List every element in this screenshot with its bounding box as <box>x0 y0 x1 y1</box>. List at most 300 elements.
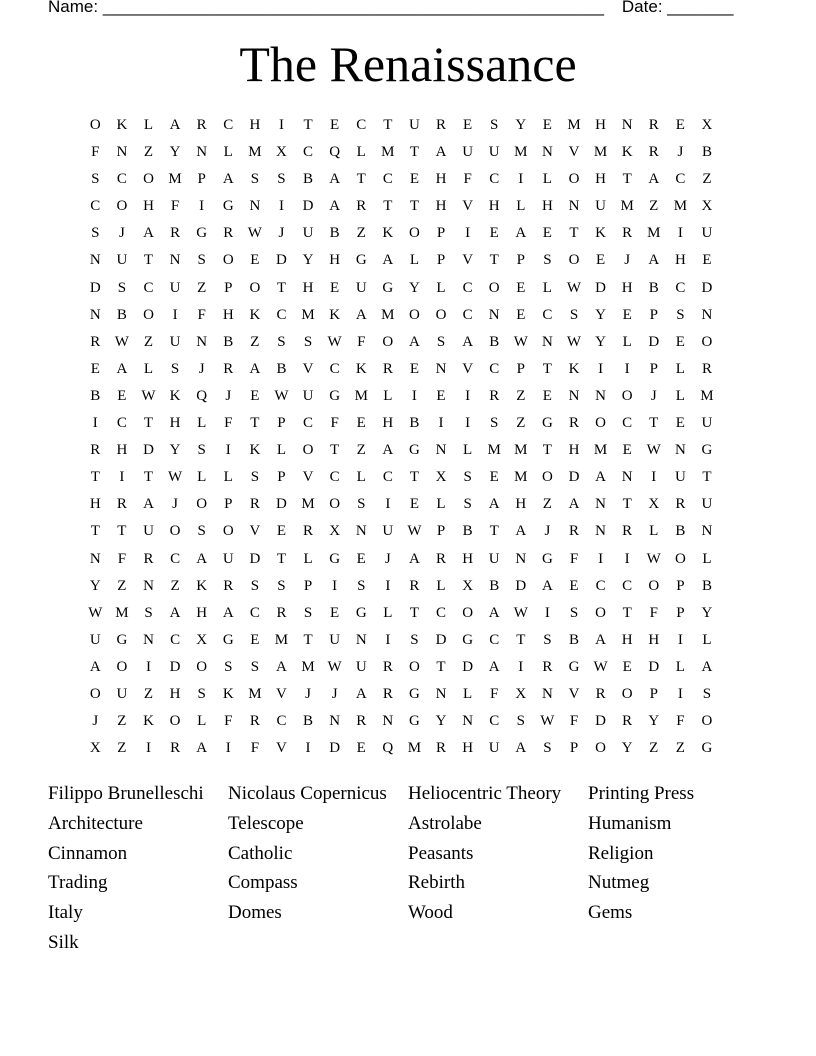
grid-letter[interactable]: T <box>303 117 313 133</box>
grid-letter[interactable]: O <box>462 604 474 621</box>
grid-letter[interactable]: A <box>488 658 500 675</box>
grid-letter[interactable]: C <box>595 577 606 594</box>
grid-letter[interactable]: E <box>622 658 632 675</box>
grid-letter[interactable]: P <box>676 577 685 594</box>
grid-letter[interactable]: R <box>701 360 712 377</box>
grid-letter[interactable]: A <box>169 117 181 133</box>
grid-letter[interactable]: B <box>568 631 579 648</box>
grid-letter[interactable]: W <box>513 604 528 621</box>
grid-letter[interactable]: I <box>225 740 231 757</box>
grid-letter[interactable]: I <box>199 198 205 215</box>
grid-letter[interactable]: V <box>462 198 474 215</box>
grid-letter[interactable]: T <box>383 198 393 215</box>
grid-letter[interactable]: J <box>331 685 338 702</box>
grid-letter[interactable]: R <box>303 523 314 540</box>
grid-letter[interactable]: O <box>595 604 606 621</box>
grid-letter[interactable]: A <box>488 496 500 513</box>
grid-letter[interactable]: O <box>302 442 314 459</box>
grid-letter[interactable]: H <box>568 442 580 459</box>
grid-letter[interactable]: H <box>515 496 527 513</box>
grid-letter[interactable]: J <box>118 225 125 242</box>
grid-letter[interactable]: G <box>701 442 713 459</box>
grid-letter[interactable]: N <box>249 198 261 215</box>
grid-letter[interactable]: O <box>595 415 606 432</box>
grid-letter[interactable]: A <box>648 252 660 269</box>
grid-letter[interactable]: F <box>170 198 180 215</box>
grid-letter[interactable]: F <box>676 713 685 730</box>
grid-letter[interactable]: G <box>329 550 341 567</box>
grid-letter[interactable]: S <box>569 604 579 621</box>
grid-letter[interactable]: O <box>541 469 553 486</box>
grid-letter[interactable]: P <box>649 360 658 377</box>
grid-letter[interactable]: J <box>92 713 99 730</box>
grid-letter[interactable]: S <box>357 577 366 594</box>
grid-letter[interactable]: Y <box>595 306 606 323</box>
grid-letter[interactable]: A <box>196 740 208 757</box>
grid-letter[interactable]: Y <box>648 713 660 730</box>
grid-letter[interactable]: E <box>516 279 526 296</box>
grid-letter[interactable]: N <box>462 713 474 730</box>
grid-letter[interactable]: N <box>595 387 606 404</box>
grid-letter[interactable]: R <box>249 713 260 730</box>
grid-letter[interactable]: A <box>382 252 394 269</box>
grid-letter[interactable]: G <box>701 740 713 757</box>
grid-letter[interactable]: J <box>544 523 551 540</box>
grid-letter[interactable]: F <box>117 550 127 567</box>
grid-letter[interactable]: S <box>197 442 206 459</box>
grid-letter[interactable]: L <box>542 279 552 296</box>
grid-letter[interactable]: C <box>462 279 473 296</box>
grid-letter[interactable]: H <box>169 685 181 702</box>
grid-letter[interactable]: R <box>170 740 181 757</box>
grid-letter[interactable]: M <box>593 442 608 459</box>
grid-letter[interactable]: W <box>646 550 661 567</box>
grid-letter[interactable]: R <box>223 360 234 377</box>
grid-letter[interactable]: W <box>566 279 582 296</box>
grid-letter[interactable]: E <box>90 360 100 377</box>
grid-letter[interactable]: C <box>489 713 500 730</box>
grid-letter[interactable]: Y <box>302 252 314 269</box>
grid-letter[interactable]: D <box>595 279 606 296</box>
grid-letter[interactable]: E <box>542 387 552 404</box>
grid-letter[interactable]: H <box>595 117 606 133</box>
grid-letter[interactable]: R <box>382 685 393 702</box>
grid-letter[interactable]: T <box>383 117 393 133</box>
grid-letter[interactable]: N <box>541 333 553 350</box>
grid-letter[interactable]: N <box>701 306 713 323</box>
grid-letter[interactable]: C <box>303 144 314 161</box>
grid-letter[interactable]: I <box>624 360 630 377</box>
grid-letter[interactable]: C <box>276 713 287 730</box>
grid-letter[interactable]: A <box>249 360 261 377</box>
grid-letter[interactable]: M <box>381 144 395 161</box>
grid-letter[interactable]: Z <box>356 225 366 242</box>
grid-letter[interactable]: E <box>595 252 606 269</box>
grid-letter[interactable]: R <box>648 117 659 133</box>
grid-letter[interactable]: S <box>702 685 712 702</box>
grid-letter[interactable]: K <box>169 387 181 404</box>
grid-letter[interactable]: E <box>516 306 526 323</box>
grid-letter[interactable]: A <box>409 333 420 350</box>
grid-letter[interactable]: V <box>302 360 314 377</box>
grid-letter[interactable]: N <box>568 387 580 404</box>
grid-letter[interactable]: C <box>489 360 500 377</box>
grid-letter[interactable]: O <box>196 658 208 675</box>
grid-letter[interactable]: H <box>541 198 553 215</box>
grid-letter[interactable]: A <box>568 496 580 513</box>
grid-letter[interactable]: O <box>621 685 633 702</box>
grid-letter[interactable]: O <box>568 171 580 188</box>
grid-letter[interactable]: W <box>407 523 422 540</box>
grid-letter[interactable]: N <box>435 360 447 377</box>
grid-letter[interactable]: R <box>90 442 101 459</box>
grid-letter[interactable]: E <box>675 415 685 432</box>
grid-letter[interactable]: C <box>329 469 340 486</box>
grid-letter[interactable]: Z <box>649 198 659 215</box>
grid-letter[interactable]: E <box>330 117 340 133</box>
grid-letter[interactable]: L <box>223 144 233 161</box>
grid-letter[interactable]: O <box>196 496 208 513</box>
grid-letter[interactable]: B <box>648 279 659 296</box>
grid-letter[interactable]: E <box>622 442 632 459</box>
grid-letter[interactable]: P <box>303 577 313 594</box>
grid-letter[interactable]: M <box>514 144 528 161</box>
grid-letter[interactable]: L <box>622 333 632 350</box>
grid-letter[interactable]: J <box>650 387 657 404</box>
grid-letter[interactable]: T <box>649 415 659 432</box>
grid-letter[interactable]: S <box>250 658 260 675</box>
grid-letter[interactable]: E <box>356 415 366 432</box>
grid-letter[interactable]: S <box>303 333 313 350</box>
grid-letter[interactable]: M <box>647 225 661 242</box>
grid-letter[interactable]: X <box>276 144 287 161</box>
grid-letter[interactable]: G <box>462 631 474 648</box>
grid-letter[interactable]: N <box>435 442 447 459</box>
grid-letter[interactable]: W <box>247 225 262 242</box>
grid-letter[interactable]: S <box>224 658 233 675</box>
grid-letter[interactable]: P <box>436 225 446 242</box>
grid-letter[interactable]: B <box>116 306 127 323</box>
grid-letter[interactable]: L <box>356 469 366 486</box>
grid-letter[interactable]: C <box>276 306 287 323</box>
grid-letter[interactable]: S <box>144 604 153 621</box>
grid-letter[interactable]: M <box>620 198 634 215</box>
grid-letter[interactable]: Z <box>197 279 207 296</box>
grid-letter[interactable]: X <box>462 577 474 594</box>
grid-letter[interactable]: D <box>89 279 101 296</box>
grid-letter[interactable]: G <box>196 225 208 242</box>
grid-letter[interactable]: J <box>172 496 178 513</box>
grid-letter[interactable]: Z <box>649 740 659 757</box>
grid-letter[interactable]: Y <box>169 442 181 459</box>
grid-letter[interactable]: Z <box>143 685 154 702</box>
grid-letter[interactable]: U <box>488 144 500 161</box>
grid-letter[interactable]: D <box>595 713 606 730</box>
grid-letter[interactable]: I <box>225 442 231 459</box>
grid-letter[interactable]: N <box>143 577 154 594</box>
grid-letter[interactable]: X <box>196 631 208 648</box>
grid-letter[interactable]: G <box>541 415 553 432</box>
grid-letter[interactable]: A <box>222 604 234 621</box>
grid-letter[interactable]: E <box>675 117 685 133</box>
grid-letter[interactable]: T <box>702 469 712 486</box>
grid-letter[interactable]: S <box>197 252 206 269</box>
grid-letter[interactable]: R <box>170 225 181 242</box>
grid-letter[interactable]: R <box>143 550 154 567</box>
grid-letter[interactable]: V <box>249 523 261 540</box>
grid-letter[interactable]: T <box>622 171 632 188</box>
grid-letter[interactable]: S <box>569 306 579 323</box>
grid-letter[interactable]: E <box>463 117 473 133</box>
grid-letter[interactable]: U <box>89 631 101 648</box>
grid-letter[interactable]: N <box>355 631 367 648</box>
grid-letter[interactable]: G <box>222 198 234 215</box>
grid-letter[interactable]: X <box>701 198 713 215</box>
grid-letter[interactable]: S <box>91 225 100 242</box>
grid-letter[interactable]: L <box>702 550 712 567</box>
grid-letter[interactable]: N <box>143 631 154 648</box>
grid-letter[interactable]: M <box>301 306 315 323</box>
grid-letter[interactable]: Y <box>701 604 713 621</box>
grid-letter[interactable]: Z <box>143 144 154 161</box>
grid-letter[interactable]: H <box>595 171 606 188</box>
grid-letter[interactable]: T <box>542 360 552 377</box>
grid-letter[interactable]: J <box>278 225 285 242</box>
grid-letter[interactable]: L <box>463 442 473 459</box>
grid-letter[interactable]: T <box>117 523 127 540</box>
grid-letter[interactable]: M <box>514 442 528 459</box>
grid-letter[interactable]: I <box>172 306 178 323</box>
grid-letter[interactable]: C <box>249 604 260 621</box>
grid-letter[interactable]: S <box>250 469 260 486</box>
grid-letter[interactable]: F <box>649 604 658 621</box>
grid-letter[interactable]: O <box>116 198 128 215</box>
grid-letter[interactable]: L <box>675 658 685 675</box>
grid-letter[interactable]: X <box>435 469 447 486</box>
grid-letter[interactable]: R <box>436 740 447 757</box>
grid-letter[interactable]: R <box>489 387 500 404</box>
grid-letter[interactable]: H <box>435 198 447 215</box>
grid-letter[interactable]: L <box>409 252 419 269</box>
grid-letter[interactable]: A <box>595 469 606 486</box>
grid-letter[interactable]: R <box>90 333 101 350</box>
grid-letter[interactable]: L <box>542 171 552 188</box>
grid-letter[interactable]: T <box>436 658 446 675</box>
grid-letter[interactable]: N <box>196 144 208 161</box>
grid-letter[interactable]: U <box>382 523 394 540</box>
grid-letter[interactable]: R <box>409 577 420 594</box>
grid-letter[interactable]: D <box>329 740 341 757</box>
grid-letter[interactable]: C <box>170 550 181 567</box>
grid-letter[interactable]: I <box>465 415 471 432</box>
grid-letter[interactable]: A <box>222 171 234 188</box>
grid-letter[interactable]: T <box>90 469 100 486</box>
grid-letter[interactable]: M <box>381 306 395 323</box>
grid-letter[interactable]: Z <box>143 333 154 350</box>
grid-letter[interactable]: S <box>277 333 286 350</box>
grid-letter[interactable]: I <box>598 550 604 567</box>
grid-letter[interactable]: D <box>701 279 713 296</box>
grid-letter[interactable]: E <box>330 279 340 296</box>
grid-letter[interactable]: L <box>702 631 712 648</box>
grid-letter[interactable]: T <box>409 198 419 215</box>
grid-letter[interactable]: R <box>382 658 393 675</box>
grid-letter[interactable]: L <box>276 442 287 459</box>
grid-letter[interactable]: P <box>676 604 685 621</box>
grid-letter[interactable]: U <box>355 658 367 675</box>
grid-letter[interactable]: P <box>277 415 286 432</box>
grid-letter[interactable]: P <box>516 360 525 377</box>
grid-letter[interactable]: D <box>435 631 447 648</box>
grid-letter[interactable]: S <box>490 415 499 432</box>
grid-letter[interactable]: N <box>595 523 606 540</box>
grid-letter[interactable]: K <box>382 225 394 242</box>
grid-letter[interactable]: I <box>518 171 524 188</box>
grid-letter[interactable]: C <box>90 198 101 215</box>
grid-letter[interactable]: G <box>409 713 420 730</box>
grid-letter[interactable]: E <box>330 604 340 621</box>
grid-letter[interactable]: E <box>356 550 366 567</box>
grid-letter[interactable]: O <box>329 496 341 513</box>
grid-letter[interactable]: D <box>276 496 287 513</box>
grid-letter[interactable]: U <box>329 631 341 648</box>
grid-letter[interactable]: M <box>301 658 315 675</box>
grid-letter[interactable]: V <box>568 144 580 161</box>
date-field[interactable] <box>622 0 734 17</box>
grid-letter[interactable]: U <box>701 225 713 242</box>
grid-letter[interactable]: D <box>648 658 660 675</box>
grid-letter[interactable]: L <box>436 496 446 513</box>
grid-letter[interactable]: R <box>196 117 207 133</box>
grid-letter[interactable]: F <box>569 550 579 567</box>
grid-letter[interactable]: P <box>569 740 579 757</box>
grid-letter[interactable]: O <box>116 658 128 675</box>
grid-letter[interactable]: C <box>223 117 234 133</box>
grid-letter[interactable]: F <box>330 415 339 432</box>
grid-letter[interactable]: R <box>116 496 127 513</box>
grid-letter[interactable]: M <box>514 469 528 486</box>
grid-letter[interactable]: G <box>116 631 128 648</box>
grid-letter[interactable]: N <box>89 550 101 567</box>
grid-letter[interactable]: O <box>701 713 713 730</box>
grid-letter[interactable]: E <box>409 496 419 513</box>
grid-letter[interactable]: C <box>329 360 340 377</box>
grid-letter[interactable]: A <box>329 171 341 188</box>
grid-letter[interactable]: T <box>489 252 499 269</box>
grid-letter[interactable]: K <box>222 685 234 702</box>
grid-letter[interactable]: U <box>409 117 420 133</box>
grid-letter[interactable]: O <box>89 685 101 702</box>
grid-letter[interactable]: H <box>621 631 633 648</box>
grid-letter[interactable]: T <box>143 469 154 486</box>
grid-letter[interactable]: L <box>516 198 526 215</box>
grid-letter[interactable]: A <box>355 685 367 702</box>
grid-letter[interactable]: M <box>673 198 688 215</box>
grid-letter[interactable]: I <box>598 360 604 377</box>
grid-letter[interactable]: L <box>383 387 393 404</box>
grid-letter[interactable]: O <box>409 225 420 242</box>
grid-letter[interactable]: T <box>143 252 154 269</box>
grid-letter[interactable]: Z <box>702 171 712 188</box>
grid-letter[interactable]: C <box>382 469 393 486</box>
grid-letter[interactable]: R <box>568 523 579 540</box>
grid-letter[interactable]: N <box>169 252 181 269</box>
grid-letter[interactable]: T <box>250 415 260 432</box>
grid-letter[interactable]: T <box>542 442 552 459</box>
grid-letter[interactable]: L <box>143 117 154 133</box>
grid-letter[interactable]: H <box>648 631 660 648</box>
grid-letter[interactable]: J <box>305 685 311 702</box>
grid-letter[interactable]: E <box>542 117 552 133</box>
grid-letter[interactable]: M <box>248 685 262 702</box>
grid-letter[interactable]: O <box>409 658 420 675</box>
grid-letter[interactable]: U <box>169 279 181 296</box>
grid-letter[interactable]: D <box>169 658 181 675</box>
grid-letter[interactable]: G <box>355 604 367 621</box>
grid-letter[interactable]: V <box>462 252 474 269</box>
grid-letter[interactable]: H <box>89 496 101 513</box>
grid-letter[interactable]: E <box>117 387 127 404</box>
grid-letter[interactable]: W <box>646 442 661 459</box>
grid-letter[interactable]: F <box>224 713 233 730</box>
grid-letter[interactable]: H <box>249 117 261 133</box>
grid-letter[interactable]: G <box>568 658 580 675</box>
grid-letter[interactable]: W <box>141 387 156 404</box>
grid-letter[interactable]: C <box>462 306 473 323</box>
grid-letter[interactable]: P <box>224 279 233 296</box>
grid-letter[interactable]: W <box>593 658 608 675</box>
grid-letter[interactable]: I <box>438 415 444 432</box>
grid-letter[interactable]: I <box>465 225 471 242</box>
grid-letter[interactable]: K <box>329 306 341 323</box>
grid-letter[interactable]: C <box>489 631 500 648</box>
grid-letter[interactable]: S <box>277 171 286 188</box>
grid-letter[interactable]: J <box>677 144 684 161</box>
grid-letter[interactable]: L <box>675 360 685 377</box>
grid-letter[interactable]: O <box>701 333 713 350</box>
grid-letter[interactable]: U <box>302 387 314 404</box>
grid-letter[interactable]: S <box>197 523 206 540</box>
grid-letter[interactable]: S <box>543 631 552 648</box>
grid-letter[interactable]: F <box>197 306 206 323</box>
grid-letter[interactable]: Z <box>356 442 366 459</box>
grid-letter[interactable]: H <box>196 604 208 621</box>
grid-letter[interactable]: U <box>701 496 713 513</box>
grid-letter[interactable]: A <box>143 496 154 513</box>
grid-letter[interactable]: N <box>329 713 341 730</box>
grid-letter[interactable]: G <box>222 631 234 648</box>
name-field[interactable] <box>48 0 604 17</box>
grid-letter[interactable]: P <box>197 171 206 188</box>
grid-letter[interactable]: S <box>676 306 685 323</box>
grid-letter[interactable]: M <box>115 604 129 621</box>
grid-letter[interactable]: M <box>700 387 714 404</box>
grid-letter[interactable]: S <box>543 740 552 757</box>
grid-letter[interactable]: F <box>490 685 499 702</box>
grid-letter[interactable]: O <box>143 306 154 323</box>
grid-letter[interactable]: Y <box>435 713 447 730</box>
grid-letter[interactable]: O <box>621 387 633 404</box>
grid-letter[interactable]: D <box>276 252 287 269</box>
grid-letter[interactable]: A <box>143 225 154 242</box>
grid-letter[interactable]: R <box>276 604 287 621</box>
grid-letter[interactable]: W <box>327 658 342 675</box>
grid-letter[interactable]: U <box>169 333 181 350</box>
grid-letter[interactable]: U <box>222 550 234 567</box>
grid-letter[interactable]: B <box>675 523 686 540</box>
grid-letter[interactable]: T <box>622 604 632 621</box>
grid-letter[interactable]: B <box>489 333 500 350</box>
